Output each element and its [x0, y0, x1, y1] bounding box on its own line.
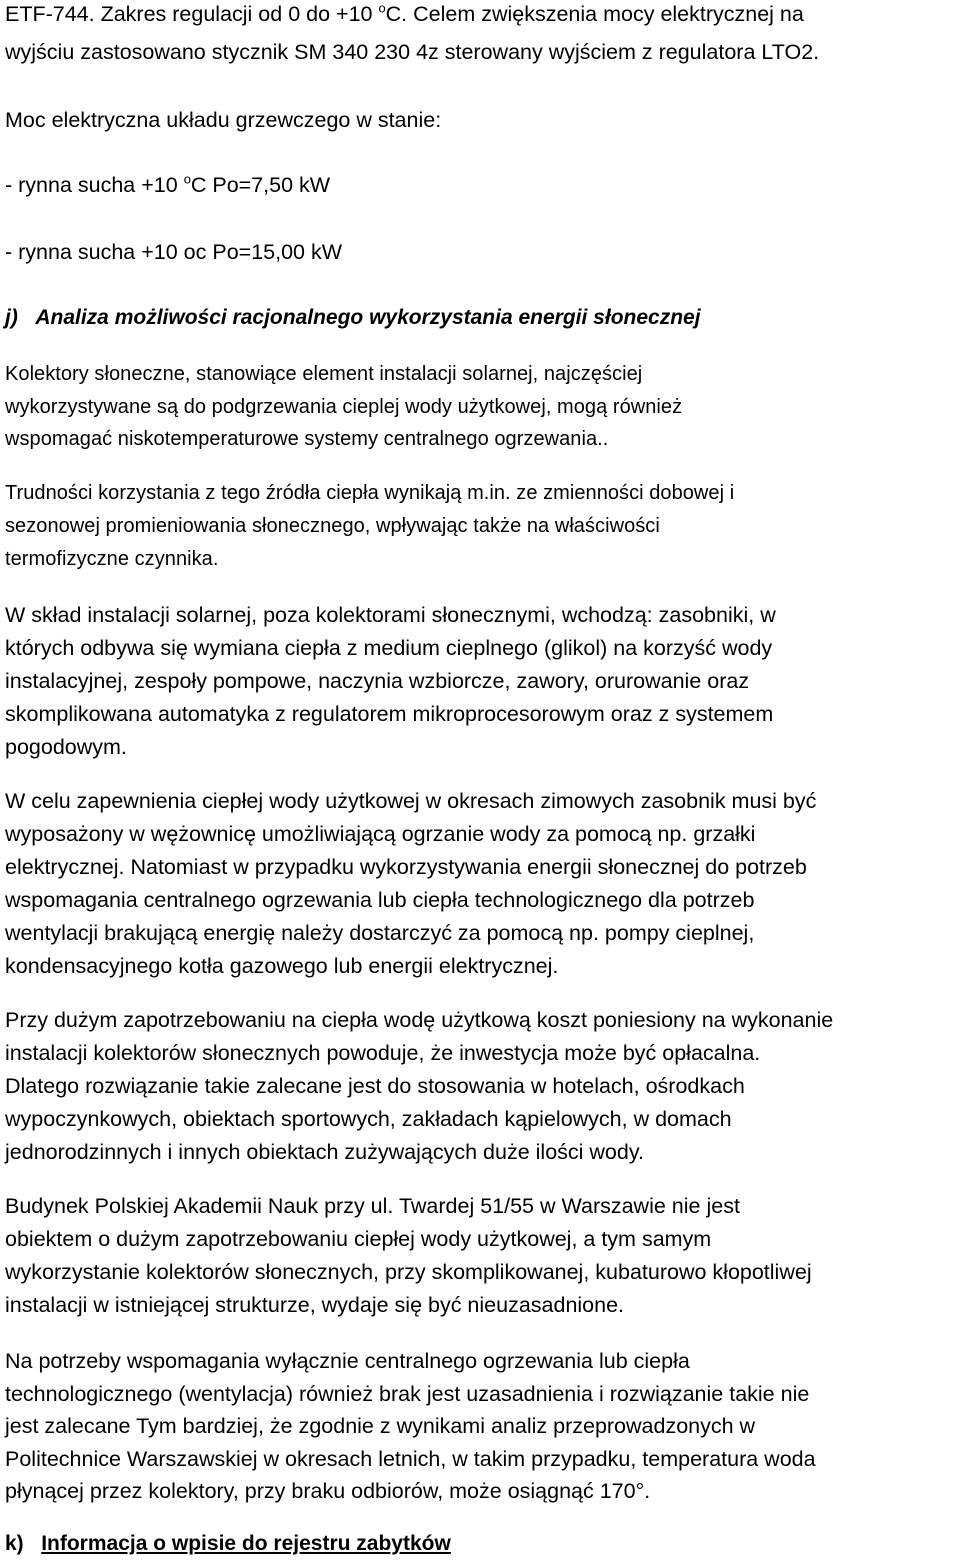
paragraph-line: kondensacyjnego kotła gazowego lub energii elektrycznej. [5, 954, 559, 978]
paragraph-line: Dlatego rozwiązanie takie zalecane jest do stosowania w hotelach, ośrodkach [5, 1074, 745, 1098]
intro-line-1: ETF-744. Zakres regulacji od 0 do +10 $^o$C. Celem zwiększenia mocy elektrycznej na [5, 0, 804, 26]
power-item: - rynna sucha +10 $^o$C Po=7,50 kW [5, 171, 331, 197]
paragraph-line: wentylacji brakującą energię należy dostarczyć za pomocą np. pompy cieplnej, [5, 921, 755, 945]
paragraph-line: wspomagać niskotemperaturowe systemy centralnego ogrzewania.. [5, 428, 609, 450]
paragraph-line: Kolektory słoneczne, stanowiące element instalacji solarnej, najczęściej [5, 363, 643, 385]
paragraph-line: elektrycznej. Natomiast w przypadku wykorzystywania energii słonecznej do potrzeb [5, 855, 807, 879]
paragraph-line: wspomagania centralnego ogrzewania lub ciepła technologicznego dla potrzeb [5, 888, 755, 912]
paragraph-line: skomplikowana automatyka z regulatorem mikroprocesorowym oraz z systemem [5, 702, 774, 726]
section-k-heading: k) Informacja o wpisie do rejestru zabytków [5, 1532, 451, 1555]
paragraph-line: Politechnice Warszawskiej w okresach letnich, w takim przypadku, temperatura woda [5, 1447, 816, 1471]
paragraph-line: wyposażony w wężownicę umożliwiającą ogrzanie wody za pomocą np. grzałki [5, 822, 756, 846]
paragraph-line: jest zalecane Tym bardziej, że zgodnie z wynikami analiz przeprowadzonych w [5, 1414, 756, 1438]
paragraph-line: instalacyjnej, zespoły pompowe, naczynia wzbiorcze, zawory, orurowanie oraz [5, 669, 750, 693]
paragraph-line: Na potrzeby wspomagania wyłącznie centralnego ogrzewania lub ciepła [5, 1349, 690, 1373]
paragraph-line: W celu zapewnienia ciepłej wody użytkowej w okresach zimowych zasobnik musi być [5, 789, 817, 813]
paragraph-line: technologicznego (wentylacja) również brak jest uzasadnienia i rozwiązanie takie nie [5, 1382, 810, 1406]
paragraph-line: płynącej przez kolektory, przy braku odbiorów, może osiągnąć 170°. [5, 1479, 651, 1503]
paragraph-line: Trudności korzystania z tego źródła ciepła wynikają m.in. ze zmienności dobowej i [5, 482, 735, 504]
paragraph-line: Przy dużym zapotrzebowaniu na ciepła wodę użytkową koszt poniesiony na wykonanie [5, 1008, 834, 1032]
paragraph-line: wykorzystanie kolektorów słonecznych, przy skomplikowanej, kubaturowo kłopotliwej [5, 1260, 812, 1284]
paragraph-line: obiektem o dużym zapotrzebowaniu ciepłej wody użytkowej, a tym samym [5, 1227, 712, 1251]
section-j-heading: j) Analiza możliwości racjonalnego wykorzystania energii słonecznej [5, 306, 701, 329]
paragraph-line: których odbywa się wymiana ciepła z medium cieplnego (glikol) na korzyść wody [5, 636, 773, 660]
power-item: - rynna sucha +10 oc Po=15,00 kW [5, 240, 343, 264]
intro-line-2: wyjściu zastosowano stycznik SM 340 230 4z sterowany wyjściem z regulatora LTO2. [5, 40, 820, 64]
paragraph-line: wykorzystywane są do podgrzewania cieplej wody użytkowej, mogą również [5, 396, 683, 418]
paragraph-line: pogodowym. [5, 735, 127, 759]
paragraph-line: Budynek Polskiej Akademii Nauk przy ul. Twardej 51/55 w Warszawie nie jest [5, 1194, 740, 1218]
paragraph-line: instalacji kolektorów słonecznych powoduje, że inwestycja może być opłacalna. [5, 1041, 761, 1065]
paragraph-line: wypoczynkowych, obiektach sportowych, zakładach kąpielowych, w domach [5, 1107, 732, 1131]
paragraph-line: jednorodzinnych i innych obiektach zużywających duże ilości wody. [5, 1140, 644, 1164]
power-heading: Moc elektryczna układu grzewczego w stanie: [5, 108, 442, 132]
paragraph-line: W skład instalacji solarnej, poza kolektorami słonecznymi, wchodzą: zasobniki, w [5, 603, 776, 627]
paragraph-line: instalacji w istniejącej strukturze, wydaje się być nieuzasadnione. [5, 1293, 625, 1317]
paragraph-line: sezonowej promieniowania słonecznego, wpływając także na właściwości [5, 515, 660, 537]
paragraph-line: termofizyczne czynnika. [5, 548, 219, 570]
